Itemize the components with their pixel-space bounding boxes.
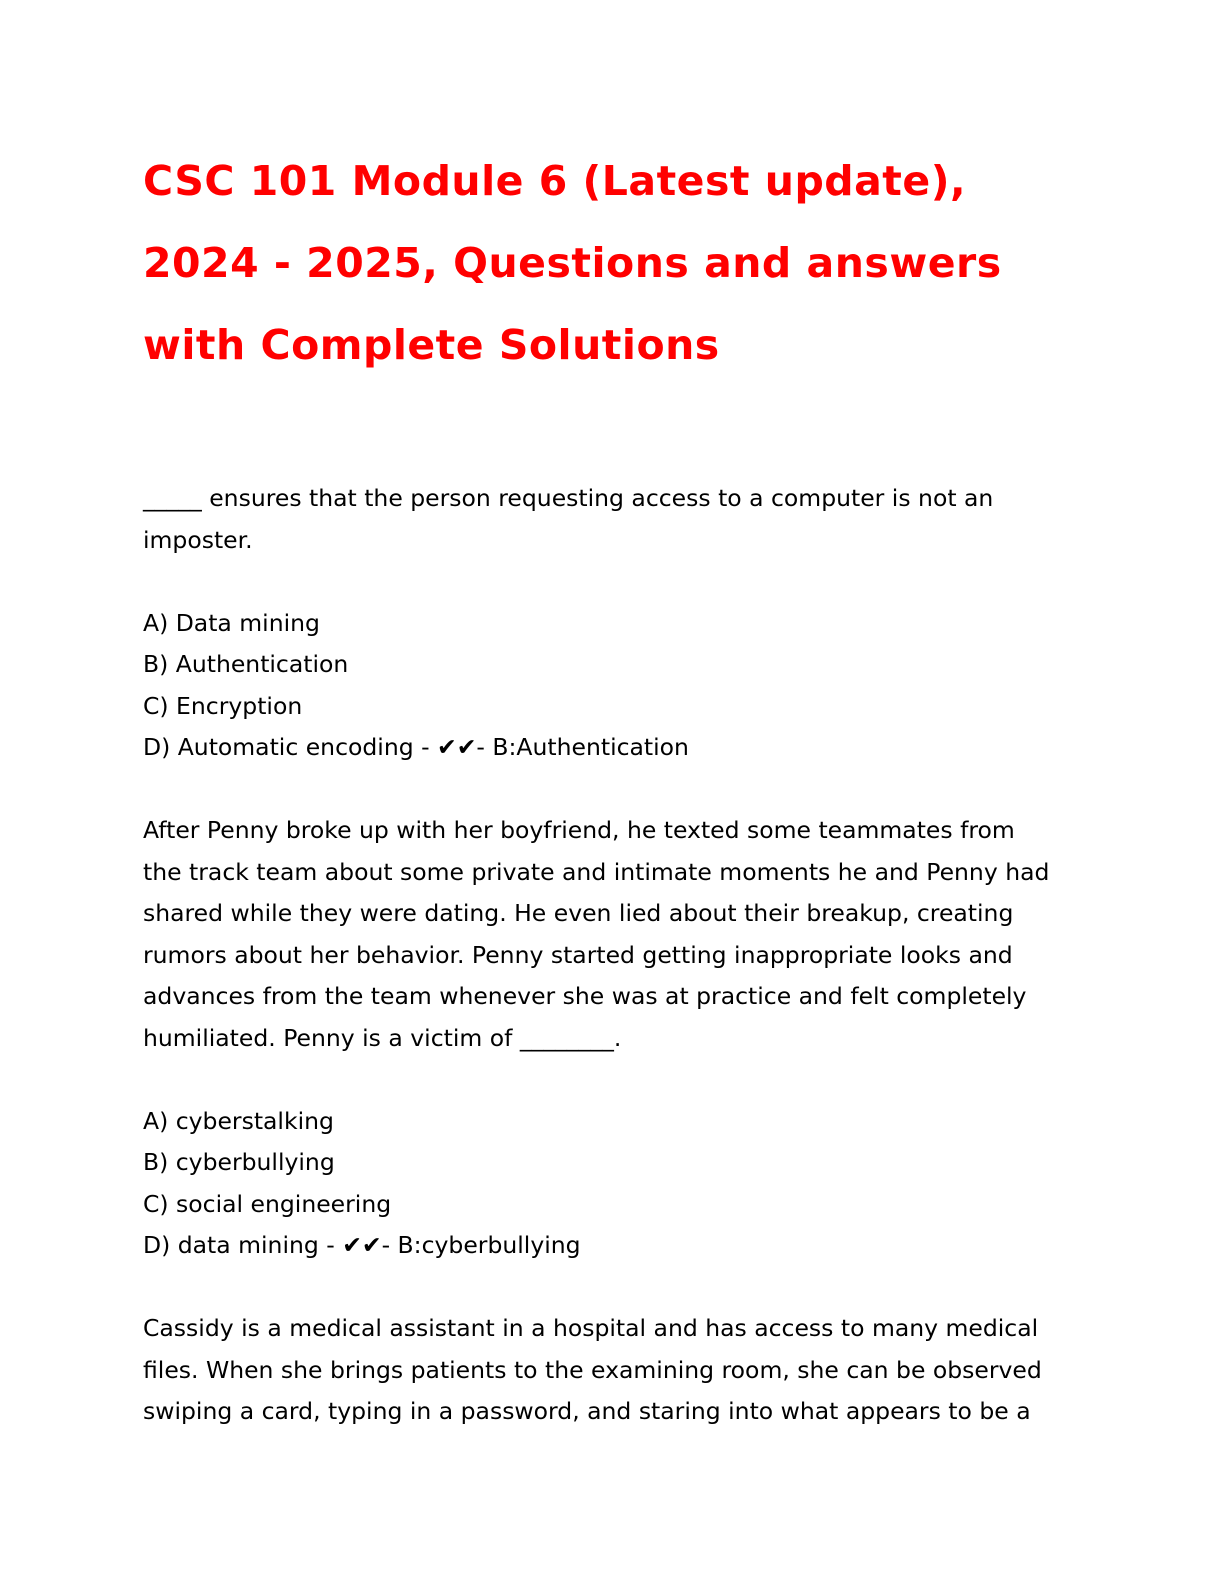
question-stem-line: swiping a card, typing in a password, and staring into what appears to be a [143,1397,1031,1425]
answer-option: C) Encryption [143,691,303,720]
question-stem-line: Cassidy is a medical assistant in a hospital and has access to many medical [143,1314,1039,1342]
question-stem-line: After Penny broke up with her boyfriend, he texted some teammates from [143,816,1015,844]
question-stem-line: files. When she brings patients to the examining room, she can be observed [143,1355,1042,1384]
answer-option: A) cyberstalking [143,1106,334,1135]
answer-option: C) social engineering [143,1189,392,1218]
question-stem-line: rumors about her behavior. Penny started getting inappropriate looks and [143,940,1013,969]
question-3 [143,1308,1073,1433]
document-page [143,140,1073,1433]
answer-option-with-solution: D) Automatic encoding - ✔✔- B:Authentication [143,733,689,761]
answer-option-with-solution: D) data mining - ✔✔- B:cyberbullying [143,1231,581,1259]
document-title [143,140,1073,386]
question-stem-line: imposter. [143,525,253,554]
question-stem-line: shared while they were dating. He even lied about their breakup, creating [143,899,1014,927]
question-stem-line: humiliated. Penny is a victim of ________. [143,1023,622,1052]
question-stem-line: _____ ensures that the person requesting access to a computer is not an [143,484,994,512]
answer-option: A) Data mining [143,608,320,637]
title-line: 2024 - 2025, Questions and answers [143,239,1002,287]
question-stem-line: the track team about some private and intimate moments he and Penny had [143,857,1050,886]
question-stem-line: advances from the team whenever she was at practice and felt completely [143,982,1027,1010]
title-line: CSC 101 Module 6 (Latest update), [143,157,967,205]
question-1 [143,478,1073,769]
answer-option: B) Authentication [143,650,349,678]
question-2 [143,810,1073,1267]
title-line: with Complete Solutions [143,321,720,369]
answer-option: B) cyberbullying [143,1148,335,1176]
